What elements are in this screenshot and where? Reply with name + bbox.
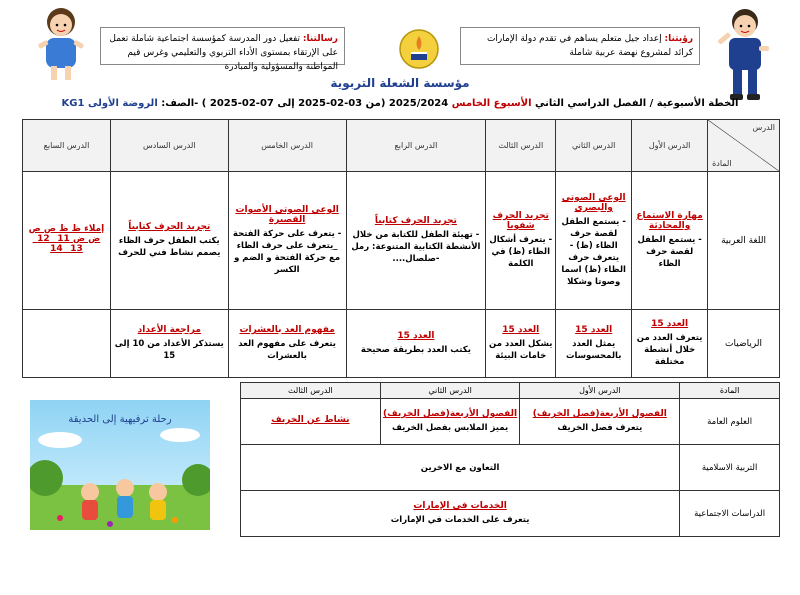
subject-cell: الدراسات الاجتماعية (680, 491, 780, 537)
lesson-title: العدد 15 (575, 325, 613, 335)
lesson-desc: يتعرف فصل الخريف (557, 423, 643, 433)
arabic-row (23, 172, 780, 310)
lesson-desc: يستذكر الأعداد من 10 إلى 15 (114, 339, 224, 361)
lesson-desc: يميز الملابس بفصل الخريف (392, 423, 509, 433)
lesson-header: الدرس الخامس (228, 120, 346, 172)
school-logo (398, 28, 440, 70)
lesson-desc: يتعرف على الخدمات في الإمارات (390, 515, 530, 525)
subject-cell: اللغة العربية (708, 172, 780, 310)
corner-lesson-label: الدرس (752, 123, 775, 132)
lesson-header: الدرس الأول (520, 383, 680, 399)
lesson-title: الوعي الصوتي الأصوات القصيرة (235, 205, 339, 225)
lesson-desc: يتعرف العدد من خلال أنشطة مختلفة (636, 333, 703, 367)
lesson-cell (241, 491, 680, 537)
mission-box (100, 27, 345, 72)
park-trip-illustration (30, 400, 210, 530)
plan-title-week: الأسبوع الخامس (451, 98, 532, 109)
lesson-cell (110, 172, 228, 310)
lesson-header: الدرس السادس (110, 120, 228, 172)
lesson-cell (110, 310, 228, 378)
lesson-cell (23, 172, 111, 310)
lesson-title: الفصول الأربعة(فصل الخريف) (383, 409, 518, 419)
lesson-desc: التعاون مع الاخرين (420, 462, 500, 473)
lesson-cell (241, 445, 680, 491)
lesson-header-row (23, 120, 780, 172)
lesson-cell (228, 172, 346, 310)
plan-title (0, 98, 800, 109)
mission-label: رسالتنا: (302, 34, 338, 44)
plan-title-grade: الروضة الأولى KG1 (61, 98, 158, 109)
lesson-cell (228, 310, 346, 378)
math-row (23, 310, 780, 378)
lesson-title: مهارة الاستماع والمحادثة (636, 211, 703, 231)
lower-header-row (241, 383, 780, 399)
lesson-title: إملاء ظ ظ ص ص ض ض 11_ 12_ 13_ 14 (28, 224, 105, 254)
weekly-plan-table (22, 119, 780, 378)
subject-cell: الرياضيات (708, 310, 780, 378)
picture-caption: رحلة ترفيهية إلى الحديقة (68, 414, 172, 425)
lesson-cell (346, 310, 486, 378)
lesson-desc: - يتعرف أشكال الظاء (ظ) في الكلمة (489, 235, 553, 269)
lesson-title: نشاط عن الخريف (271, 415, 350, 425)
lesson-title: الوعي الصوتي والبصري (561, 193, 626, 213)
plan-title-prefix: الخطة الأسبوعية / الفصل الدراسي الثاني (535, 98, 739, 109)
lesson-desc: يكتب الطفل حرف الظاء يصمم نشاط فني للحرف (118, 236, 221, 258)
lesson-title: تجريد الحرف كتابياً (374, 216, 457, 226)
other-subjects-table (240, 382, 780, 537)
lesson-desc: - يستمع الطفل لقصة حرف الظاء (ظ) - يتعرف حرف الظاء (ظ) اسما وصوتا وشكلا (561, 217, 626, 287)
lesson-header: الدرس السابع (23, 120, 111, 172)
school-name: مؤسسة الشعلة التربوية (330, 76, 470, 90)
subject-cell: التربية الاسلامية (680, 445, 780, 491)
vision-label: رؤيتنا: (664, 34, 693, 44)
lesson-title: العدد 15 (651, 319, 689, 329)
lesson-title: الخدمات في الإمارات (413, 501, 507, 511)
lesson-desc: - يتعرف على حركة الفتحة _يتعرف على حرف الظاء مع حركة الفتحة و الضم و الكسر (232, 229, 342, 275)
lesson-header: الدرس الأول (632, 120, 708, 172)
lesson-cell (380, 399, 520, 445)
subject-cell: العلوم العامة (680, 399, 780, 445)
lesson-cell (556, 172, 632, 310)
lesson-header: الدرس الثالث (486, 120, 556, 172)
islamic-row (241, 445, 780, 491)
lesson-desc: يمثل العدد بالمحسوسات (565, 339, 622, 361)
lesson-cell (241, 399, 381, 445)
lesson-header: الدرس الثاني (556, 120, 632, 172)
subject-header: المادة (680, 383, 780, 399)
vision-text: إعداد جيل متعلم يساهم في تقدم دولة الإمارات كرائد لمشروع نهضة عربية شاملة (486, 34, 693, 58)
science-row (241, 399, 780, 445)
boy-illustration (715, 6, 775, 106)
vision-box (460, 27, 700, 65)
lesson-desc: - تهيئة الطفل للكتابة من خلال الأنشطة الكتابية المتنوعة: رمل -صلصال.... (351, 230, 481, 264)
lesson-desc: يتعرف على مفهوم العد بالعشرات (238, 339, 336, 361)
lesson-cell (520, 399, 680, 445)
lesson-cell (346, 172, 486, 310)
lesson-cell (632, 310, 708, 378)
lesson-cell (556, 310, 632, 378)
lesson-desc: يشكل العدد من خامات البيئة (489, 339, 553, 361)
lesson-title: العدد 15 (502, 325, 540, 335)
lesson-title: الفصول الأربعة(فصل الخريف) (532, 409, 667, 419)
lesson-desc: - يستمع الطفل لقصة حرف الظاء (637, 235, 702, 269)
lesson-desc: يكتب العدد بطريقة صحيحة (360, 345, 471, 355)
lesson-title: العدد 15 (397, 331, 435, 341)
mission-text: تفعيل دور المدرسة كمؤسسة اجتماعية شاملة تعمل على الإرتقاء بمستوى الأداء التربوي والتعليمي وغرس قيم المواطنة والمسؤولية والمبادرة (109, 34, 338, 72)
lesson-header: الدرس الثالث (241, 383, 381, 399)
lesson-title: تجريد الحرف شفويا (492, 211, 549, 231)
social-row (241, 491, 780, 537)
lesson-title: تجريد الحرف كتابياً (128, 222, 211, 232)
girl-illustration (30, 4, 92, 84)
lesson-cell (632, 172, 708, 310)
lesson-cell (486, 310, 556, 378)
corner-subject-label: المادة (712, 159, 732, 168)
lesson-header: الدرس الرابع (346, 120, 486, 172)
plan-title-dates: 2025/2024 (من 03-02-2025 إلى 07-02-2025 ) -الصف: (161, 98, 449, 109)
lesson-header: الدرس الثاني (380, 383, 520, 399)
lesson-title: مفهوم العد بالعشرات (239, 325, 335, 335)
lesson-cell (486, 172, 556, 310)
lesson-cell (23, 310, 111, 378)
corner-cell (708, 120, 780, 172)
lesson-title: مراجعة الأعداد (137, 325, 201, 335)
